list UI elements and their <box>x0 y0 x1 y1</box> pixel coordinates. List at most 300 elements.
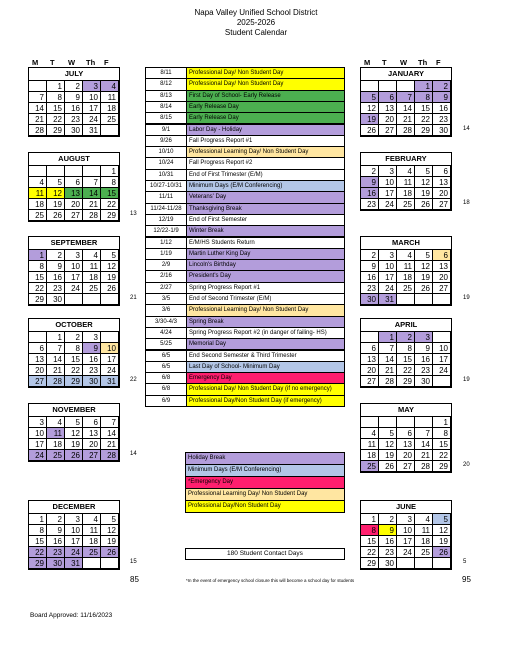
day-cell: 17 <box>83 103 101 114</box>
day-cell: 14 <box>47 354 65 365</box>
day-cell: 20 <box>65 199 83 210</box>
day-cell: 1 <box>415 81 433 92</box>
day-cell: 27 <box>29 376 47 387</box>
day-cell: 24 <box>433 365 451 376</box>
event-date: 8/13 <box>146 91 187 101</box>
event-date: 12/22-1/9 <box>146 226 187 236</box>
day-cell <box>29 81 47 92</box>
day-cell: 26 <box>379 461 397 472</box>
event-date: 3/5 <box>146 294 187 304</box>
day-cell: 15 <box>361 536 379 547</box>
day-cell: 8 <box>361 525 379 536</box>
day-cell: 16 <box>361 272 379 283</box>
day-cell: 8 <box>65 343 83 354</box>
day-cell: 13 <box>379 103 397 114</box>
month-title: MAY <box>361 404 451 417</box>
event-text: First Day of School- Early Release <box>187 91 344 101</box>
day-cell: 15 <box>415 103 433 114</box>
day-cell <box>83 558 101 569</box>
day-cell: 21 <box>47 365 65 376</box>
day-cell <box>361 332 379 343</box>
day-cell: 6 <box>29 343 47 354</box>
day-cell <box>101 558 119 569</box>
day-cell: 12 <box>415 177 433 188</box>
month-day-count: 20 <box>463 462 470 468</box>
day-cell: 2 <box>433 81 451 92</box>
day-cell: 3 <box>379 250 397 261</box>
day-cell: 13 <box>361 354 379 365</box>
legend-label: Professional Learning Day/ Non Student Day <box>188 491 308 497</box>
event-text: Professional Day/Non Student Day (if emergency) <box>187 396 344 406</box>
day-cell: 26 <box>415 199 433 210</box>
day-cell: 24 <box>397 547 415 558</box>
day-cell <box>397 558 415 569</box>
day-cell: 2 <box>397 332 415 343</box>
day-cell: 28 <box>397 125 415 136</box>
day-cell: 17 <box>397 536 415 547</box>
left-total: 85 <box>130 575 139 584</box>
day-cell: 29 <box>415 125 433 136</box>
day-cell: 23 <box>47 547 65 558</box>
event-date: 1/12 <box>146 238 187 248</box>
right-dow-2: W <box>400 58 408 67</box>
event-text: Lincoln's Birthday <box>187 260 344 270</box>
day-cell: 28 <box>101 450 119 461</box>
day-cell: 25 <box>47 450 65 461</box>
left-month-october <box>28 318 120 388</box>
day-cell: 6 <box>65 177 83 188</box>
event-date: 4/24 <box>146 328 187 338</box>
day-cell: 31 <box>379 294 397 305</box>
day-cell: 20 <box>433 272 451 283</box>
day-cell: 5 <box>415 166 433 177</box>
day-cell: 10 <box>65 525 83 536</box>
day-cell: 26 <box>101 283 119 294</box>
day-cell: 27 <box>397 461 415 472</box>
day-cell: 2 <box>65 81 83 92</box>
day-cell: 7 <box>397 92 415 103</box>
day-cell <box>433 558 451 569</box>
day-cell: 17 <box>101 354 119 365</box>
month-title: DECEMBER <box>29 501 119 514</box>
day-cell: 11 <box>83 261 101 272</box>
event-date: 10/24 <box>146 158 187 168</box>
left-dow-0: M <box>32 58 39 67</box>
day-cell: 10 <box>65 261 83 272</box>
month-day-count: 14 <box>130 451 137 457</box>
day-cell: 21 <box>29 114 47 125</box>
day-cell <box>361 417 379 428</box>
day-cell: 1 <box>101 166 119 177</box>
day-cell: 20 <box>361 365 379 376</box>
day-cell: 20 <box>29 365 47 376</box>
day-cell: 27 <box>83 450 101 461</box>
month-title: JUNE <box>361 501 451 514</box>
right-dow-1: T <box>382 58 387 67</box>
day-cell: 15 <box>29 536 47 547</box>
day-cell: 7 <box>47 343 65 354</box>
month-title: APRIL <box>361 319 451 332</box>
day-cell: 4 <box>83 250 101 261</box>
month-title: OCTOBER <box>29 319 119 332</box>
month-title: SEPTEMBER <box>29 237 119 250</box>
day-cell: 23 <box>65 114 83 125</box>
day-cell <box>415 558 433 569</box>
day-cell <box>65 166 83 177</box>
day-cell: 27 <box>65 210 83 221</box>
day-cell: 9 <box>361 261 379 272</box>
month-day-count: 19 <box>463 295 470 301</box>
day-cell: 25 <box>101 114 119 125</box>
day-cell: 10 <box>83 92 101 103</box>
month-title: AUGUST <box>29 153 119 166</box>
left-dow-2: W <box>68 58 76 67</box>
day-cell: 18 <box>397 272 415 283</box>
day-cell: 22 <box>47 114 65 125</box>
day-cell: 30 <box>415 376 433 387</box>
day-cell: 1 <box>433 417 451 428</box>
day-cell: 27 <box>379 125 397 136</box>
school-year: 2025-2026 <box>236 18 276 27</box>
day-cell: 6 <box>379 92 397 103</box>
legend-item <box>185 500 345 513</box>
day-cell: 14 <box>29 103 47 114</box>
month-day-count: 19 <box>463 377 470 383</box>
day-cell: 18 <box>29 199 47 210</box>
day-cell: 1 <box>29 514 47 525</box>
left-month-august <box>28 152 120 222</box>
day-cell: 10 <box>433 343 451 354</box>
day-cell: 1 <box>47 332 65 343</box>
day-cell: 30 <box>433 125 451 136</box>
month-day-count: 21 <box>130 295 137 301</box>
event-text: Professional Learning Day/ Non Student Day <box>187 147 344 157</box>
event-date: 2/16 <box>146 271 187 281</box>
day-cell: 3 <box>83 332 101 343</box>
day-cell: 9 <box>47 261 65 272</box>
day-cell: 30 <box>47 294 65 305</box>
month-day-count: 14 <box>463 126 470 132</box>
day-cell: 6 <box>361 343 379 354</box>
right-month-june <box>360 500 452 570</box>
month-day-count: 22 <box>130 377 137 383</box>
day-cell: 24 <box>65 547 83 558</box>
day-cell: 23 <box>415 365 433 376</box>
right-month-march <box>360 236 452 306</box>
day-cell: 20 <box>83 439 101 450</box>
day-cell: 29 <box>29 294 47 305</box>
day-cell: 19 <box>415 188 433 199</box>
day-cell: 29 <box>101 210 119 221</box>
day-cell <box>101 294 119 305</box>
day-cell: 5 <box>379 428 397 439</box>
day-cell: 17 <box>29 439 47 450</box>
day-cell: 17 <box>433 354 451 365</box>
day-cell: 8 <box>433 428 451 439</box>
day-cell: 11 <box>415 525 433 536</box>
day-cell: 29 <box>361 558 379 569</box>
day-cell: 12 <box>433 525 451 536</box>
day-cell: 16 <box>65 103 83 114</box>
day-cell: 30 <box>379 558 397 569</box>
day-cell: 17 <box>65 272 83 283</box>
day-cell: 3 <box>29 417 47 428</box>
day-cell: 8 <box>415 92 433 103</box>
day-cell: 6 <box>83 417 101 428</box>
day-cell <box>415 294 433 305</box>
day-cell: 10 <box>379 177 397 188</box>
day-cell: 22 <box>65 365 83 376</box>
day-cell: 24 <box>379 199 397 210</box>
event-date: 9/26 <box>146 136 187 146</box>
day-cell: 22 <box>433 450 451 461</box>
day-cell: 13 <box>433 261 451 272</box>
day-cell: 15 <box>101 188 119 199</box>
day-cell: 7 <box>379 343 397 354</box>
day-cell: 10 <box>379 261 397 272</box>
day-cell: 11 <box>397 261 415 272</box>
right-month-february <box>360 152 452 211</box>
day-cell: 19 <box>47 199 65 210</box>
event-text: Minimum Days (E/M Conferencing) <box>187 181 344 191</box>
day-cell: 9 <box>47 525 65 536</box>
event-date: 11/24-11/28 <box>146 204 187 214</box>
day-cell: 26 <box>433 547 451 558</box>
day-cell: 17 <box>379 272 397 283</box>
day-cell: 6 <box>397 428 415 439</box>
day-cell: 28 <box>415 461 433 472</box>
day-cell: 29 <box>29 558 47 569</box>
event-text: Professional Day/ Non Student Day <box>187 68 344 78</box>
month-day-count: 18 <box>463 200 470 206</box>
day-cell: 11 <box>83 525 101 536</box>
day-cell: 18 <box>415 536 433 547</box>
day-cell: 27 <box>433 199 451 210</box>
day-cell: 3 <box>397 514 415 525</box>
event-text: Spring Progress Report #2 (in danger of failing- HS) <box>187 328 344 338</box>
day-cell: 25 <box>361 461 379 472</box>
day-cell: 23 <box>433 114 451 125</box>
day-cell: 6 <box>433 166 451 177</box>
day-cell: 5 <box>361 92 379 103</box>
day-cell: 2 <box>361 166 379 177</box>
day-cell <box>379 417 397 428</box>
day-cell <box>65 294 83 305</box>
day-cell: 8 <box>47 92 65 103</box>
day-cell: 22 <box>397 365 415 376</box>
day-cell <box>83 294 101 305</box>
day-cell: 13 <box>433 177 451 188</box>
day-cell: 23 <box>47 283 65 294</box>
day-cell: 14 <box>397 103 415 114</box>
emergency-note: *In the event of emergency school closure this will become a school day for students <box>186 578 355 583</box>
day-cell: 9 <box>65 92 83 103</box>
day-cell: 23 <box>379 547 397 558</box>
event-text: E/M/HS Students Return <box>187 238 344 248</box>
day-cell: 14 <box>379 354 397 365</box>
day-cell: 10 <box>397 525 415 536</box>
event-text: Professional Day/ Non Student Day (if no emergency) <box>187 384 344 394</box>
event-date: 6/8 <box>146 384 187 394</box>
day-cell: 4 <box>101 81 119 92</box>
day-cell: 4 <box>361 428 379 439</box>
right-month-april <box>360 318 452 388</box>
day-cell: 30 <box>361 294 379 305</box>
day-cell: 15 <box>47 103 65 114</box>
day-cell: 5 <box>47 177 65 188</box>
day-cell: 25 <box>397 199 415 210</box>
day-cell: 12 <box>415 261 433 272</box>
day-cell: 19 <box>65 439 83 450</box>
event-text: President's Day <box>187 271 344 281</box>
day-cell <box>433 294 451 305</box>
day-cell: 19 <box>415 272 433 283</box>
day-cell: 31 <box>83 125 101 136</box>
day-cell: 12 <box>65 428 83 439</box>
day-cell: 3 <box>415 332 433 343</box>
right-dow-3: Th <box>418 58 428 67</box>
day-cell: 15 <box>29 272 47 283</box>
event-date: 10/31 <box>146 170 187 180</box>
day-cell: 9 <box>433 92 451 103</box>
event-text: Spring Progress Report #1 <box>187 283 344 293</box>
right-month-january <box>360 67 452 137</box>
event-text: Memorial Day <box>187 339 344 349</box>
day-cell: 22 <box>415 114 433 125</box>
day-cell: 26 <box>47 210 65 221</box>
day-cell: 17 <box>379 188 397 199</box>
event-date: 2/9 <box>146 260 187 270</box>
day-cell: 16 <box>379 536 397 547</box>
event-text: End of Second Trimester (E/M) <box>187 294 344 304</box>
day-cell: 26 <box>65 450 83 461</box>
event-text: Early Release Day <box>187 113 344 123</box>
day-cell: 25 <box>83 547 101 558</box>
left-dow-4: F <box>104 58 109 67</box>
day-cell: 9 <box>415 343 433 354</box>
day-cell: 3 <box>65 514 83 525</box>
day-cell: 5 <box>101 250 119 261</box>
day-cell: 26 <box>101 547 119 558</box>
day-cell: 19 <box>433 536 451 547</box>
day-cell: 19 <box>361 114 379 125</box>
month-day-count: 13 <box>130 211 137 217</box>
day-cell: 21 <box>415 450 433 461</box>
day-cell <box>415 417 433 428</box>
day-cell <box>397 81 415 92</box>
day-cell: 1 <box>361 514 379 525</box>
day-cell: 4 <box>83 514 101 525</box>
day-cell: 24 <box>29 450 47 461</box>
day-cell: 19 <box>101 536 119 547</box>
event-text: Winter Break <box>187 226 344 236</box>
event-date: 6/5 <box>146 362 187 372</box>
day-cell: 18 <box>83 272 101 283</box>
day-cell: 12 <box>361 103 379 114</box>
day-cell: 7 <box>101 417 119 428</box>
day-cell: 5 <box>65 417 83 428</box>
day-cell: 27 <box>361 376 379 387</box>
day-cell: 3 <box>83 81 101 92</box>
legend-label: Holiday Break <box>188 455 226 461</box>
day-cell: 25 <box>397 283 415 294</box>
day-cell: 21 <box>83 199 101 210</box>
day-cell: 11 <box>101 92 119 103</box>
board-approved: Board Approved: 11/16/2023 <box>30 612 113 619</box>
day-cell: 9 <box>361 177 379 188</box>
month-title: JULY <box>29 68 119 81</box>
month-day-count: 15 <box>130 559 137 565</box>
day-cell: 4 <box>415 514 433 525</box>
day-cell: 16 <box>83 354 101 365</box>
day-cell: 14 <box>83 188 101 199</box>
day-cell: 2 <box>47 250 65 261</box>
event-date: 8/14 <box>146 102 187 112</box>
day-cell: 6 <box>433 250 451 261</box>
event-date: 6/8 <box>146 373 187 383</box>
event-date: 5/25 <box>146 339 187 349</box>
day-cell: 15 <box>65 354 83 365</box>
day-cell: 25 <box>29 210 47 221</box>
day-cell <box>29 166 47 177</box>
event-date: 6/5 <box>146 351 187 361</box>
left-month-november <box>28 403 120 462</box>
day-cell: 12 <box>101 261 119 272</box>
event-date: 12/19 <box>146 215 187 225</box>
event-text: Professional Learning Day/ Non Student Day <box>187 305 344 315</box>
event-date: 3/30-4/3 <box>146 317 187 327</box>
day-cell: 21 <box>397 114 415 125</box>
day-cell: 11 <box>361 439 379 450</box>
day-cell: 9 <box>379 525 397 536</box>
day-cell: 19 <box>379 450 397 461</box>
day-cell <box>83 166 101 177</box>
day-cell: 14 <box>101 428 119 439</box>
day-cell: 18 <box>47 439 65 450</box>
day-cell: 10 <box>101 343 119 354</box>
day-cell: 22 <box>29 283 47 294</box>
day-cell: 30 <box>47 558 65 569</box>
day-cell: 16 <box>415 354 433 365</box>
left-month-july <box>28 67 120 137</box>
day-cell: 11 <box>47 428 65 439</box>
day-cell: 26 <box>361 125 379 136</box>
left-month-september <box>28 236 120 306</box>
day-cell: 23 <box>361 283 379 294</box>
day-cell: 18 <box>83 536 101 547</box>
day-cell: 24 <box>379 283 397 294</box>
event-date: 8/11 <box>146 68 187 78</box>
day-cell: 28 <box>379 376 397 387</box>
event-text: Early Release Day <box>187 102 344 112</box>
event-text: End of First Trimester (E/M) <box>187 170 344 180</box>
event-date: 11/11 <box>146 192 187 202</box>
day-cell: 8 <box>29 261 47 272</box>
day-cell: 12 <box>101 525 119 536</box>
day-cell: 8 <box>101 177 119 188</box>
day-cell: 18 <box>397 188 415 199</box>
day-cell: 24 <box>65 283 83 294</box>
day-cell: 22 <box>101 199 119 210</box>
right-dow-0: M <box>364 58 371 67</box>
day-cell: 16 <box>47 272 65 283</box>
month-day-count: 5 <box>463 559 467 565</box>
day-cell <box>47 166 65 177</box>
day-cell <box>101 125 119 136</box>
right-dow-4: F <box>436 58 441 67</box>
month-title: MARCH <box>361 237 451 250</box>
day-cell <box>397 417 415 428</box>
